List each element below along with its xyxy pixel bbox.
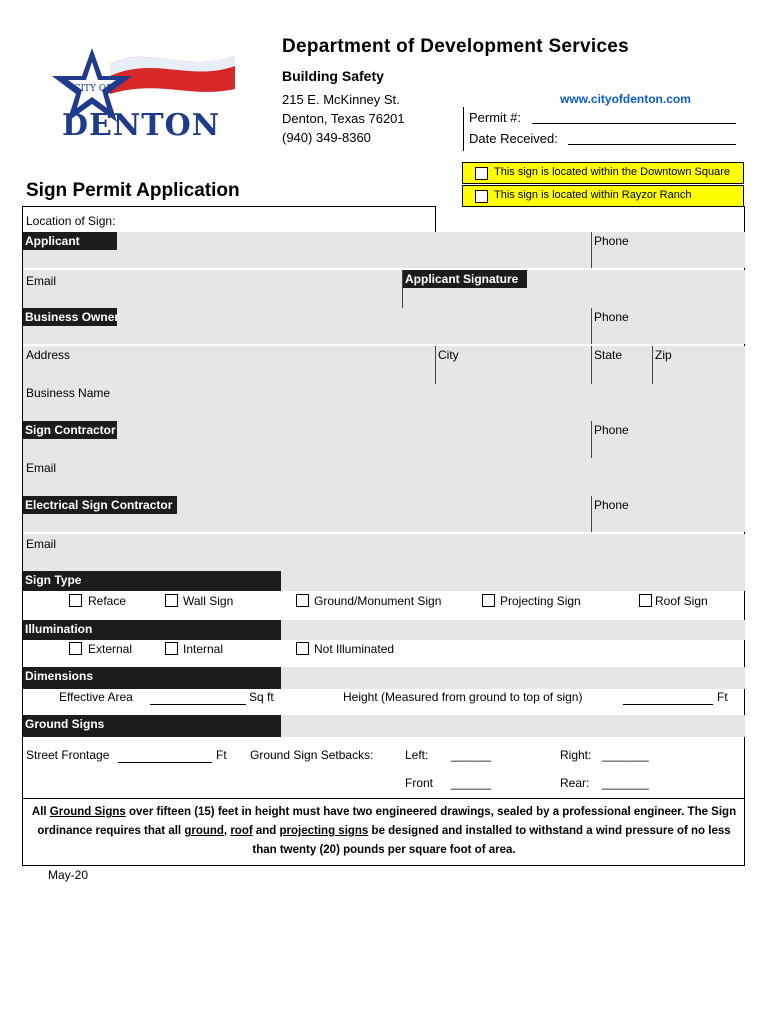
notice-text-1: All (31, 806, 50, 818)
notice-link-ground-signs: Ground Signs (49, 806, 126, 818)
right-setback-label: Right: (560, 748, 592, 762)
downtown-square-checkbox[interactable] (475, 167, 488, 180)
left-setback-label: Left: (405, 748, 429, 762)
notice-text-5: be designed and installed to withstand a wind pressure of no less than twenty (20) pounds per square foot of area. (252, 825, 731, 856)
wall-sign-checkbox[interactable] (165, 594, 178, 607)
setbacks-label: Ground Sign Setbacks: (250, 748, 374, 762)
notice-link-ground: ground (184, 825, 224, 837)
notice-link-projecting: projecting signs (279, 825, 369, 837)
ground-signs-gray-bar (281, 715, 745, 737)
division-title: Building Safety (282, 68, 384, 84)
website-link[interactable]: www.cityofdenton.com (560, 92, 691, 106)
ground-monument-checkbox[interactable] (296, 594, 309, 607)
external-label: External (88, 642, 133, 656)
sign-type-gray-bar (281, 571, 745, 591)
business-owner-phone-label: Phone (594, 310, 629, 324)
notice-text-4: and (252, 825, 280, 837)
engineering-notice (23, 798, 745, 866)
ground-monument-label: Ground/Monument Sign (314, 594, 442, 608)
state-label: State (594, 348, 623, 362)
office-phone: (940) 349-8360 (282, 130, 371, 145)
form-body (22, 206, 745, 866)
notice-text-2: over fifteen (15) feet in height must have two engineered drawings, sealed by a professional engineer. The Sign ordinance requires that all (37, 806, 737, 837)
date-received-field[interactable] (568, 144, 736, 145)
internal-label: Internal (183, 642, 224, 656)
external-checkbox[interactable] (69, 642, 82, 655)
applicant-phone-label: Phone (594, 234, 629, 248)
roof-sign-label: Roof Sign (655, 594, 708, 608)
rear-setback-label: Rear: (560, 776, 590, 790)
projecting-sign-checkbox[interactable] (482, 594, 495, 607)
department-title: Department of Development Services (282, 36, 630, 57)
logo-denton: DENTON (62, 108, 221, 143)
city-label: City (438, 348, 459, 362)
location-of-sign-label: Location of Sign: (26, 214, 116, 228)
wall-sign-label: Wall Sign (183, 594, 234, 608)
reface-checkbox[interactable] (69, 594, 82, 607)
location-of-sign-box (22, 206, 436, 232)
not-illuminated-label: Not Illuminated (314, 642, 395, 656)
reface-label: Reface (88, 594, 127, 608)
front-setback-label: Front (405, 776, 434, 790)
sign-contractor-email-field[interactable] (23, 458, 745, 496)
notice-link-roof: roof (230, 825, 253, 837)
street-frontage-field[interactable] (118, 762, 212, 763)
rayzor-ranch-option[interactable] (462, 185, 744, 207)
business-name-field[interactable] (23, 384, 745, 422)
internal-checkbox[interactable] (165, 642, 178, 655)
ground-signs-heading: Ground Signs (23, 715, 281, 737)
dimensions-gray-bar (281, 667, 745, 689)
effective-area-field[interactable] (150, 704, 246, 705)
logo-city-of: CITY OF (73, 84, 113, 94)
sign-contractor-email-label: Email (26, 461, 57, 475)
form-title: Sign Permit Application (26, 180, 240, 201)
electrical-contractor-label: Electrical Sign Contractor (23, 496, 177, 514)
height-label: Height (Measured from ground to top of sign) (343, 690, 583, 704)
city-logo (40, 44, 240, 144)
sign-contractor-label: Sign Contractor (25, 423, 116, 437)
business-owner-label: Business Owner (25, 310, 120, 324)
permit-box (463, 107, 741, 151)
notice-text-3: , (223, 825, 231, 837)
address-line1: 215 E. McKinney St. (282, 92, 400, 107)
applicant-email-field[interactable] (23, 270, 402, 308)
applicant-signature-label: Applicant Signature (403, 270, 527, 288)
right-setback-field[interactable]: _______ (602, 748, 649, 762)
street-frontage-label: Street Frontage (26, 748, 110, 762)
street-frontage-unit: Ft (216, 748, 227, 762)
business-name-label: Business Name (26, 386, 111, 400)
downtown-square-option[interactable] (462, 162, 744, 184)
electrical-contractor-email-label: Email (26, 537, 57, 551)
downtown-square-label: This sign is located within the Downtown Square (494, 166, 731, 178)
electrical-contractor-email-field[interactable] (23, 534, 745, 572)
height-unit: Ft (717, 690, 728, 704)
effective-area-label: Effective Area (59, 690, 133, 704)
footer-date: May-20 (48, 868, 89, 882)
height-field[interactable] (623, 704, 713, 705)
front-setback-field[interactable]: ______ (451, 776, 492, 790)
sign-contractor-phone-label: Phone (594, 423, 629, 437)
illumination-heading: Illumination (23, 620, 281, 640)
projecting-sign-label: Projecting Sign (500, 594, 581, 608)
illumination-gray-bar (281, 620, 745, 640)
permit-number-label: Permit #: (469, 110, 522, 125)
effective-area-unit: Sq ft (249, 690, 274, 704)
address-field[interactable] (23, 346, 435, 384)
rayzor-ranch-label: This sign is located within Rayzor Ranch (494, 189, 692, 201)
electrical-contractor-phone-label: Phone (594, 498, 629, 512)
zip-label: Zip (655, 348, 672, 362)
permit-number-field[interactable] (532, 123, 736, 124)
address-line2: Denton, Texas 76201 (282, 111, 405, 126)
sign-type-heading: Sign Type (23, 571, 281, 591)
not-illuminated-checkbox[interactable] (296, 642, 309, 655)
date-received-label: Date Received: (469, 131, 558, 146)
roof-sign-checkbox[interactable] (639, 594, 652, 607)
applicant-label: Applicant (23, 232, 117, 250)
applicant-email-label: Email (26, 274, 57, 288)
address-label: Address (26, 348, 71, 362)
left-setback-field[interactable]: ______ (451, 748, 492, 762)
dimensions-heading: Dimensions (23, 667, 281, 689)
rear-setback-field[interactable]: _______ (602, 776, 649, 790)
rayzor-ranch-checkbox[interactable] (475, 190, 488, 203)
